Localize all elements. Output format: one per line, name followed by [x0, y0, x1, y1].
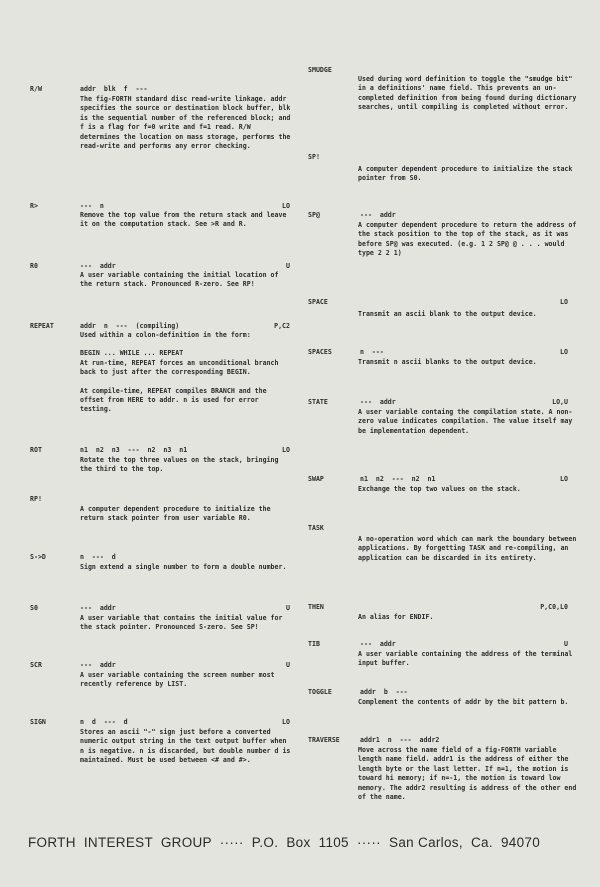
entry-description [80, 563, 294, 572]
description-paragraph: Transmit an ascii blank to the output device. [358, 310, 537, 318]
description-paragraph: Move across the name field of a fig-FORTH variable length name field. addr1 is the address of either the length byte or the last letter. If n=1, the motion is toward hi memory; if n=-1, the motion is toward low memory. The addr2 resulting is address of the other end of the name. [358, 746, 577, 802]
entry-description [80, 271, 294, 290]
description-paragraph: Stores an ascii "-" sign just before a converted numeric output string in the text output buffer when n is negative. n is discarded, but double number d is maintained. Must be used between <# and #>. [80, 728, 291, 765]
entry-flags: LO [282, 446, 290, 454]
footer-address: FORTH INTEREST GROUP ····· P.O. Box 1105 ····· San Carlos, Ca. 94070 [28, 835, 541, 850]
description-paragraph: A user variable containg the compilation state. A non-zero value indicates compilation. The value itself may be implementation dependent. [358, 408, 573, 435]
entry-word: STATE [308, 398, 328, 406]
entry-word: S0 [30, 604, 38, 612]
entry-description [358, 221, 582, 259]
entry-word: SMUDGE [308, 66, 332, 74]
description-paragraph: BEGIN ... WHILE ... REPEAT At run-time, REPEAT forces an unconditional branch back to just after the corresponding BEGIN. [80, 349, 279, 377]
entry-word: S->D [30, 553, 46, 561]
entry-word: R> [30, 202, 38, 210]
entry-word: SPACE [308, 298, 328, 306]
entry-word: R0 [30, 262, 38, 270]
description-paragraph: Transmit n ascii blanks to the output device. [358, 358, 537, 366]
entry-word: ROT [30, 446, 42, 454]
description-paragraph: Complement the contents of addr by the bit pattern b. [358, 698, 569, 706]
entry-word: RP! [30, 495, 42, 503]
description-paragraph: An alias for ENDIF. [358, 613, 434, 621]
description-paragraph: A no-operation word which can mark the boundary between applications. By forgetting TASK and re-compiling, an application can be discarded in its entirety. [358, 535, 577, 562]
entry-flags: P,C2 [274, 322, 290, 330]
entry-description [80, 505, 294, 524]
entry-description [358, 698, 582, 707]
entry-word: SIGN [30, 718, 46, 726]
entry-description [358, 535, 582, 563]
entry-flags: LO [282, 718, 290, 726]
description-paragraph: A user variable containing the initial location of the return stack. Pronounced R-zero. See RP! [80, 271, 279, 289]
entry-flags: LO [560, 298, 568, 306]
entry-flags: U [286, 604, 290, 612]
entry-flags: LO [282, 202, 290, 210]
entry-stack-effect: n d --- d [80, 718, 128, 726]
entry-stack-effect: addr1 n --- addr2 [360, 736, 440, 744]
entry-flags: U [286, 661, 290, 669]
description-paragraph: Remove the top value from the return stack and leave it on the computation stack. See >R and R. [80, 211, 287, 229]
entry-description [80, 331, 294, 415]
entry-description [80, 728, 294, 766]
entry-word: REPEAT [30, 322, 54, 330]
entry-stack-effect: --- n [80, 202, 104, 210]
entry-stack-effect: --- addr [80, 604, 116, 612]
entry-stack-effect: n1 n2 --- n2 n1 [360, 475, 436, 483]
entry-stack-effect: n1 n2 n3 --- n2 n3 n1 [80, 446, 188, 454]
entry-word: R/W [30, 85, 42, 93]
description-paragraph: A user variable containing the screen number most recently reference by LIST. [80, 671, 275, 689]
entry-description [80, 671, 294, 690]
description-paragraph: Used during word definition to toggle the "smudge bit" in a definitions' name field. This prevents an un-completed definition from being found during dictionary searches, until compiling is completed without error. [358, 75, 577, 112]
entry-description [358, 613, 582, 622]
description-paragraph: At compile-time, REPEAT compiles BRANCH and the offset from HERE to addr. n is used for error testing. [80, 386, 267, 414]
entry-stack-effect: --- addr [360, 211, 396, 219]
description-paragraph: A user variable containing the address of the terminal input buffer. [358, 650, 573, 668]
entry-word: TRAVERSE [308, 736, 340, 744]
entry-stack-effect: addr blk f --- [80, 85, 148, 93]
entry-word: SP@ [308, 211, 320, 219]
entry-flags: U [564, 640, 568, 648]
entry-flags: LO,U [552, 398, 568, 406]
entry-stack-effect: addr n --- (compiling) [80, 322, 180, 330]
entry-stack-effect: --- addr [80, 661, 116, 669]
entry-description [358, 485, 582, 494]
entry-description [358, 650, 582, 669]
entry-word: SP! [308, 153, 320, 161]
description-paragraph: A user variable that contains the initial value for the stack pointer. Pronounced S-zero. See SP! [80, 614, 283, 632]
entry-word: TOGGLE [308, 688, 332, 696]
entry-flags: P,C0,L0 [540, 603, 568, 611]
entry-description [80, 95, 294, 151]
entry-description [80, 614, 294, 633]
entry-stack-effect: addr b --- [360, 688, 408, 696]
entry-stack-effect: n --- d [80, 553, 116, 561]
entry-flags: LO [560, 348, 568, 356]
entry-description [80, 456, 294, 475]
entry-word: THEN [308, 603, 324, 611]
description-paragraph: Used within a colon-definition in the form: [80, 331, 251, 339]
entry-stack-effect: --- addr [360, 398, 396, 406]
description-paragraph: A computer dependent procedure to initialize the return stack pointer from user variable R0. [80, 505, 271, 523]
entry-stack-effect: --- addr [80, 262, 116, 270]
entry-stack-effect: --- addr [360, 640, 396, 648]
entry-flags: U [286, 262, 290, 270]
description-paragraph: A computer dependent procedure to return the address of the stack position to the top of the stack, as it was before SP@ was executed. (e.g. 1 2 SP@ @ . . . would type 2 2 1) [358, 221, 577, 258]
entry-word: TASK [308, 524, 324, 532]
description-paragraph: A computer dependent procedure to initialize the stack pointer from S0. [358, 165, 573, 183]
description-paragraph: Sign extend a single number to form a double number. [80, 563, 287, 571]
entry-description [80, 211, 294, 230]
entry-description [358, 75, 582, 113]
description-paragraph: Exchange the top two values on the stack. [358, 485, 521, 493]
entry-description [358, 408, 582, 436]
entry-word: SPACES [308, 348, 332, 356]
entry-description [358, 358, 582, 367]
entry-stack-effect: n --- [360, 348, 384, 356]
entry-description [358, 310, 582, 319]
description-paragraph: Rotate the top three values on the stack, bringing the third to the top. [80, 456, 279, 474]
entry-description [358, 746, 582, 802]
entry-description [358, 165, 582, 184]
entry-word: TIB [308, 640, 320, 648]
entry-word: SCR [30, 661, 42, 669]
description-paragraph: The fig-FORTH standard disc read-write linkage. addr specifies the source or destination block buffer, blk is the sequential number of the referenced block; and f is a flag for f=0 write and f=1 read. R/W determines the location on mass storage, performs the read-write and performs any error checking. [80, 95, 291, 151]
entry-word: SWAP [308, 475, 324, 483]
entry-flags: LO [560, 475, 568, 483]
